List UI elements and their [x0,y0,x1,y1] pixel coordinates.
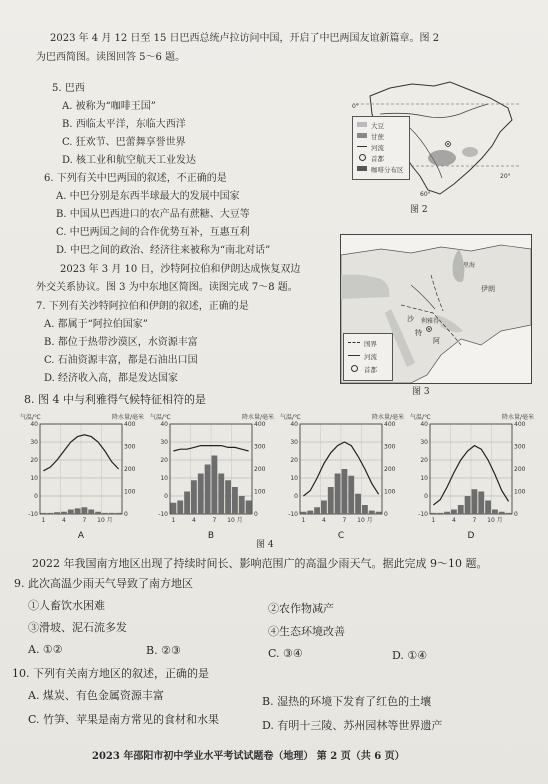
question-6-option-a[interactable]: A. 中巴分别是东西半球最大的发展中国家 [56,191,240,202]
month-tick-label: 4 [322,517,326,524]
precip-bar [348,476,354,514]
temp-tick-label: 0 [294,493,298,500]
question-7-option-d[interactable]: D. 经济收入高，都是发达国家 [44,373,179,384]
temp-tick-label: -10 [288,511,298,518]
precip-bar [177,501,183,515]
precip-bar [61,512,67,514]
fig2-legend [352,116,410,180]
precip-tick-label: 100 [384,488,396,496]
legend-river-3: 河流 [364,353,377,361]
precip-bar [376,512,382,514]
question-9-stem: 9. 此次高温少雨天气导致了南方地区 [14,577,193,590]
figure-4-caption: 图 4 [256,540,274,550]
temp-tick-label: -10 [418,511,428,518]
precip-tick-label: 400 [124,421,136,428]
precip-bar [478,492,484,515]
temp-tick-label: 20 [30,457,38,464]
temp-tick-label: 0 [164,493,168,500]
question-6-option-d[interactable]: D. 中巴之间的政治、经济往来被称为“南北对话” [56,245,271,256]
precip-bar [444,512,450,514]
precip-tick-label: 0 [254,511,258,518]
precip-bar [47,513,53,514]
precip-axis-title: 降水量/毫米 [241,414,274,421]
precip-bar [335,474,341,515]
intro-brazil-line2: 为巴西简图。读图回答 5～6 题。 [36,52,186,63]
question-10-stem: 10. 下列有关南方地区的叙述，正确的是 [12,667,209,680]
precip-tick-label: 200 [514,466,526,473]
temp-tick-label: 40 [30,421,38,428]
question-8-stem: 8. 图 4 中与利雅得气候特征相符的是 [24,393,206,406]
fig3-legend [343,333,393,381]
temp-tick-label: -10 [28,511,38,518]
temp-tick-label: 0 [34,493,38,500]
precip-bar [342,469,348,514]
question-6-stem: 6. 下列有关中巴两国的叙述，不正确的是 [44,173,227,184]
precip-bar [239,496,245,514]
temp-axis-title: 气温/℃ [280,414,301,421]
precip-bar [68,510,74,515]
month-tick-label: 4 [192,517,196,524]
panel-letter: B [207,531,215,540]
temp-tick-label: 40 [290,421,298,428]
precip-tick-label: 300 [124,443,136,451]
label-iran: 伊朗 [481,285,495,293]
month-tick-label: 10 月 [97,517,113,524]
precip-tick-label: 200 [384,466,396,473]
precip-bar [205,465,211,515]
precip-bar [82,507,88,514]
month-tick-label: 7 [342,517,347,524]
capital-swatch-2 [351,365,358,372]
question-9-option-a[interactable]: A. ①② [28,643,63,656]
river-swatch-2 [348,355,360,356]
question-10-option-d[interactable]: D. 有明十三陵、苏州园林等世界遗产 [262,719,443,732]
question-7-option-a[interactable]: A. 都属于“阿拉伯国家” [44,319,148,330]
question-10-option-b[interactable]: B. 湿热的环境下发育了红色的土壤 [262,695,432,708]
precip-bar [499,512,505,514]
figure-2-caption: 图 2 [410,205,428,215]
label-riyadh: 利雅得 [421,318,440,325]
precip-tick-label: 0 [514,511,518,518]
month-tick-label: 7 [472,517,477,524]
intro-mideast-line2: 外交关系协议。图 3 为中东地区简图。读图完成 7～8 题。 [36,282,298,293]
precip-bar [75,508,81,514]
precip-bar [492,510,498,515]
temp-tick-label: 10 [290,475,298,482]
figure-4-climate-charts [18,410,538,550]
precip-tick-label: 400 [384,421,396,428]
question-9-option-b[interactable]: B. ②③ [146,644,181,657]
panel-letter: A [77,531,85,540]
question-9-item-3: ③滑坡、泥石流多发 [28,621,127,634]
question-7-stem: 7. 下列有关沙特阿拉伯和伊朗的叙述，正确的是 [36,301,249,312]
sugarcane-swatch [357,133,367,138]
precip-bar [451,510,457,515]
temp-tick-label: 40 [160,421,168,428]
page-footer: 2023 年邵阳市初中学业水平考试试题卷（地理） 第 2 页（共 6 页） [92,751,405,762]
precip-bar [307,511,313,514]
temp-tick-label: 20 [420,457,428,464]
riyadh-dot [428,328,430,330]
precip-bar [465,496,471,514]
precip-bar [116,513,122,514]
temp-axis-title: 气温/℃ [410,414,431,421]
climate-chart-C [278,410,406,540]
precip-bar [437,513,443,514]
precip-bar [171,503,177,514]
precip-bar [301,512,307,514]
question-9-item-2: ②农作物减产 [268,602,334,615]
panel-letter: C [337,531,345,540]
capital-dot [447,143,449,145]
legend-sugarcane: 甘蔗 [371,133,384,141]
climate-chart-B [148,410,276,540]
precip-bar [506,513,512,514]
coffee-swatch [357,166,367,171]
question-5-option-a[interactable]: A. 被称为“咖啡王国” [62,101,156,112]
temp-tick-label: 20 [160,457,168,464]
question-9-option-c[interactable]: C. ③④ [268,647,303,660]
question-7-option-c[interactable]: C. 石油资源丰富，都是石油出口国 [44,355,198,366]
precip-bar [88,510,94,515]
month-tick-label: 10 月 [357,517,373,524]
precip-tick-label: 200 [254,466,266,473]
month-tick-label: 1 [171,517,176,524]
precip-bar [109,513,115,514]
month-tick-label: 7 [212,517,217,524]
precip-bar [369,511,375,514]
precip-axis-title: 降水量/毫米 [111,414,144,421]
precip-bar [472,489,478,514]
temp-tick-label: -10 [158,511,168,518]
soybean-swatch [357,122,367,127]
question-10-option-a[interactable]: A. 煤炭、有色金属资源丰富 [28,689,164,702]
question-5-stem: 5. 巴西 [52,83,85,94]
precip-bar [198,474,204,515]
sugarcane-area [462,147,478,157]
temp-tick-label: 20 [290,457,298,464]
label-te: 特 [415,329,422,337]
legend-river: 河流 [371,144,384,152]
temp-tick-label: 10 [420,475,428,482]
lat-20-right-label: 20° [500,173,511,180]
question-9-item-1: ①人畜饮水困难 [28,599,105,612]
legend-soybean: 大豆 [371,122,384,130]
precip-bar [328,487,334,514]
precip-tick-label: 200 [124,466,136,473]
month-tick-label: 1 [431,517,436,524]
question-9-item-4: ④生态环境改善 [268,625,345,638]
precip-bar [218,474,224,515]
precip-bar [212,456,218,515]
month-tick-label: 1 [301,517,306,524]
label-sha: 沙 [407,315,414,323]
month-tick-label: 1 [41,517,46,524]
precip-bar [232,487,238,514]
legend-coffee: 咖啡分布区 [371,166,404,174]
precip-tick-label: 100 [124,488,136,496]
intro-south-china: 2022 年我国南方地区出现了持续时间长、影响范围广的高温少雨天气。据此完成 9～10 题。 [32,557,488,570]
precip-bar [431,513,437,514]
question-5-option-d[interactable]: D. 核工业和航空航天工业发达 [62,155,197,166]
precip-axis-title: 降水量/毫米 [501,414,534,421]
question-5-option-c[interactable]: C. 狂欢节、巴蕾舞享誉世界 [62,137,186,148]
precip-bar [191,480,197,514]
border-swatch [348,342,360,343]
precip-bar [184,492,190,515]
month-tick-label: 4 [452,517,456,524]
precip-bar [362,505,368,514]
precip-tick-label: 100 [514,488,526,496]
coffee-area [428,150,456,166]
precip-axis-title: 降水量/毫米 [371,414,404,421]
label-a: 阿 [433,337,440,345]
intro-brazil-line1: 2023 年 4 月 12 日至 15 日巴西总统卢拉访问中国，开启了中巴两国友谊新篇章。图 2 [50,33,440,44]
precip-bar [314,507,320,514]
temp-tick-label: 10 [160,475,168,482]
month-tick-label: 10 月 [487,517,503,524]
temp-axis-title: 气温/℃ [20,414,41,421]
temp-tick-label: 10 [30,475,38,482]
lon-60-label: 60° [420,191,431,198]
temp-tick-label: 30 [420,439,428,446]
question-7-option-b[interactable]: B. 都位于热带沙漠区，水资源丰富 [44,337,198,348]
precip-bar [355,494,361,514]
precip-tick-label: 0 [384,511,388,518]
precip-tick-label: 400 [254,421,266,428]
temp-tick-label: 40 [420,421,428,428]
temp-tick-label: 30 [160,439,168,446]
river-swatch [357,146,367,147]
question-9-option-d[interactable]: D. ①④ [392,649,428,662]
precip-bar [485,501,491,515]
precip-bar [246,501,252,515]
temp-tick-label: 30 [30,439,38,446]
temp-axis-title: 气温/℃ [150,414,171,421]
precip-tick-label: 400 [514,421,526,428]
intro-mideast-line1: 2023 年 3 月 10 日，沙特阿拉伯和伊朗达成恢复双边 [60,264,301,275]
precip-tick-label: 300 [514,443,526,451]
month-tick-label: 4 [62,517,66,524]
legend-capital: 首都 [371,155,384,163]
precip-bar [95,512,101,514]
precip-bar [225,480,231,514]
legend-capital-3: 首都 [364,366,377,374]
temp-tick-label: 0 [424,493,428,500]
climate-chart-D [408,410,536,540]
precip-tick-label: 300 [384,443,396,451]
question-6-option-b[interactable]: B. 中国从巴西进口的农产品有蔗糖、大豆等 [56,209,250,220]
question-10-option-c[interactable]: C. 竹笋、苹果是南方常见的食材和水果 [28,713,220,726]
precip-bar [321,501,327,515]
precip-bar [458,505,464,514]
temp-tick-label: 30 [290,439,298,446]
capital-swatch [359,154,366,161]
precip-tick-label: 300 [254,443,266,451]
precip-tick-label: 100 [254,488,266,496]
month-tick-label: 7 [82,517,87,524]
question-5-option-b[interactable]: B. 西临太平洋，东临大西洋 [62,119,186,130]
figure-3-caption: 图 3 [412,387,430,397]
panel-letter: D [467,531,475,540]
precip-tick-label: 0 [124,511,128,518]
label-caspian: 里海 [463,262,476,269]
precip-bar [102,513,108,514]
precip-bar [41,513,47,514]
figure-2-brazil-map [350,74,526,202]
question-6-option-c[interactable]: C. 中巴两国之间的合作优势互补，互惠互利 [56,227,250,238]
figure-3-mideast-map [340,234,532,384]
climate-chart-A [18,410,146,540]
month-tick-label: 10 月 [227,517,243,524]
legend-border: 国界 [364,340,377,348]
precip-bar [54,512,60,514]
lat-0-label: 0° [352,103,359,110]
